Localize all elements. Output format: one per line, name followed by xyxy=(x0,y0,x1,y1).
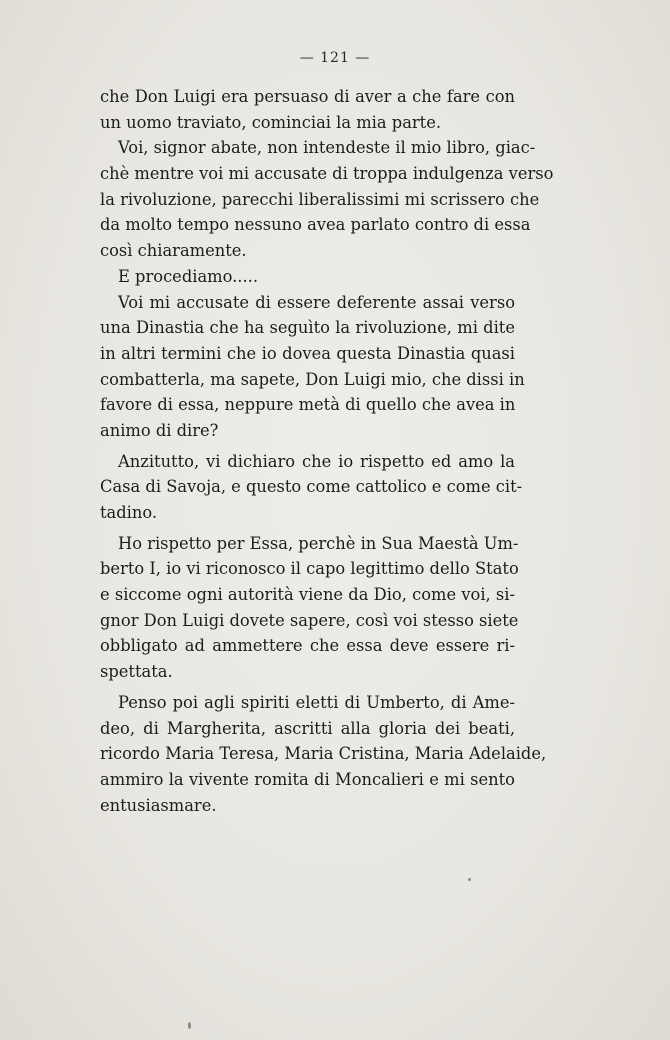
text-line: gnor Don Luigi dovete sapere, così voi stesso siete xyxy=(100,610,519,630)
scan-speck xyxy=(468,878,471,881)
text-line: la rivoluzione, parecchi liberalissimi mi scrissero che xyxy=(100,189,540,209)
text-line: chè mentre voi mi accusate di troppa indulgenza verso xyxy=(100,164,554,184)
text-line: E procediamo..... xyxy=(118,266,258,286)
paragraph xyxy=(100,690,547,818)
text-line: in altri termini che io dovea questa Dinastia quasi xyxy=(100,343,515,363)
paragraph xyxy=(100,531,519,685)
text-line: che Don Luigi era persuaso di aver a che fare con xyxy=(100,87,515,106)
text-line: entusiasmare. xyxy=(100,795,217,815)
paragraph xyxy=(100,135,554,263)
text-line: spettata. xyxy=(100,662,173,682)
paragraph xyxy=(100,290,525,444)
text-line: Anzitutto, vi dichiaro che io rispetto ed amo la xyxy=(118,451,515,471)
text-line: obbligato ad ammettere che essa deve essere ri- xyxy=(100,636,515,656)
paragraph xyxy=(100,264,515,290)
text-line: Casa di Savoja, e questo come cattolico e come cit- xyxy=(100,477,523,497)
paragraph xyxy=(100,449,523,526)
text-line: e siccome ogni autorità viene da Dio, come voi, si- xyxy=(100,585,515,605)
text-line: ricordo Maria Teresa, Maria Cristina, Maria Adelaide, xyxy=(100,744,547,764)
text-line: favore di essa, neppure metà di quello che avea in xyxy=(100,395,516,415)
text-line: ammiro la vivente romita di Moncalieri e mi sento xyxy=(100,769,515,789)
text-line: una Dinastia che ha seguìto la rivoluzione, mi dite xyxy=(100,318,515,338)
text-line: così chiaramente. xyxy=(100,241,247,261)
text-line: Voi, signor abate, non intendeste il mio libro, giac- xyxy=(118,138,536,158)
scan-speck xyxy=(188,1022,191,1029)
page-number: — 121 — xyxy=(299,50,371,66)
text-line: Ho rispetto per Essa, perchè in Sua Maestà Um- xyxy=(118,533,519,553)
text-line: Voi mi accusate di essere deferente assai verso xyxy=(118,292,515,312)
text-line: un uomo traviato, cominciai la mia parte. xyxy=(100,112,442,132)
paragraph xyxy=(100,84,515,135)
text-line: combatterla, ma sapete, Don Luigi mio, che dissi in xyxy=(100,369,525,389)
text-line: animo di dire? xyxy=(100,420,219,440)
text-line: deo, di Margherita, ascritti alla gloria dei beati, xyxy=(100,718,515,738)
text-line: berto I, io vi riconosco il capo legittimo dello Stato xyxy=(100,559,519,579)
text-line: tadino. xyxy=(100,503,158,522)
body-text xyxy=(100,84,554,818)
text-line: Penso poi agli spiriti eletti di Umberto, di Ame- xyxy=(118,692,515,712)
text-line: da molto tempo nessuno avea parlato contro di essa xyxy=(100,215,531,235)
